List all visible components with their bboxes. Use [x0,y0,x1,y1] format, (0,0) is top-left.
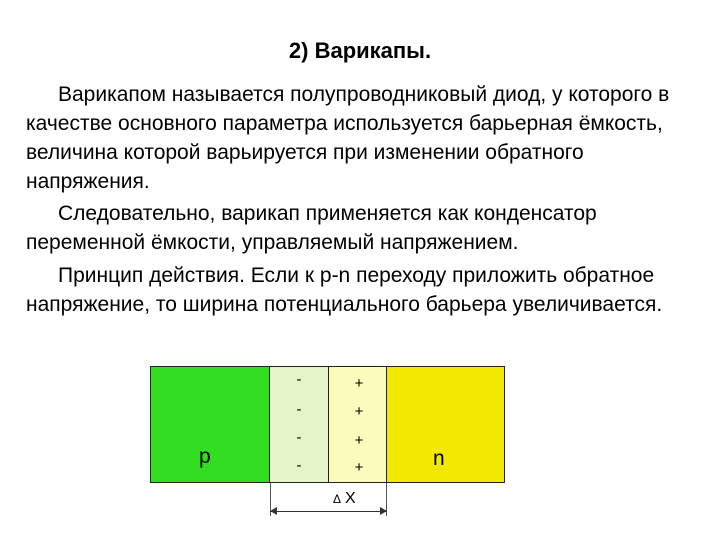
delta-symbol: Δ [333,492,342,506]
width-dimension-line [270,511,387,512]
minus-sign: - [296,401,302,418]
slide-title: 2) Варикапы. [288,38,432,63]
plus-sign: + [354,375,364,392]
plus-sign: + [354,403,364,420]
paragraph-principle: Принцип действия. Если к p-n переходу приложить обратное напряжение, то ширина потенциального барьера увеличивается. [26,264,663,316]
arrow-right-icon [380,507,387,515]
delta-x-label [333,490,356,508]
paragraph-application: Следовательно, варикап применяется как конденсатор переменной ёмкости, управляемый напряжением. [26,202,597,254]
arrow-left-icon [270,507,277,515]
p-region [150,366,270,483]
depletion-p-side [270,366,329,483]
p-label: p [199,445,211,468]
n-region [387,366,505,483]
pn-junction-diagram [150,366,505,516]
n-label: n [433,447,445,470]
depletion-n-side [329,366,387,483]
x-symbol: X [345,490,356,507]
plus-sign: + [354,432,364,449]
minus-sign: - [296,429,302,446]
paragraph-definition: Варикапом называется полупроводниковый диод, у которого в качестве основного параметра используется барьерная ёмкость, величина которой варьируется при изменении обратного напряжения. [26,83,670,193]
minus-sign: - [296,457,302,474]
plus-sign: + [354,459,364,476]
minus-sign: - [296,371,302,388]
